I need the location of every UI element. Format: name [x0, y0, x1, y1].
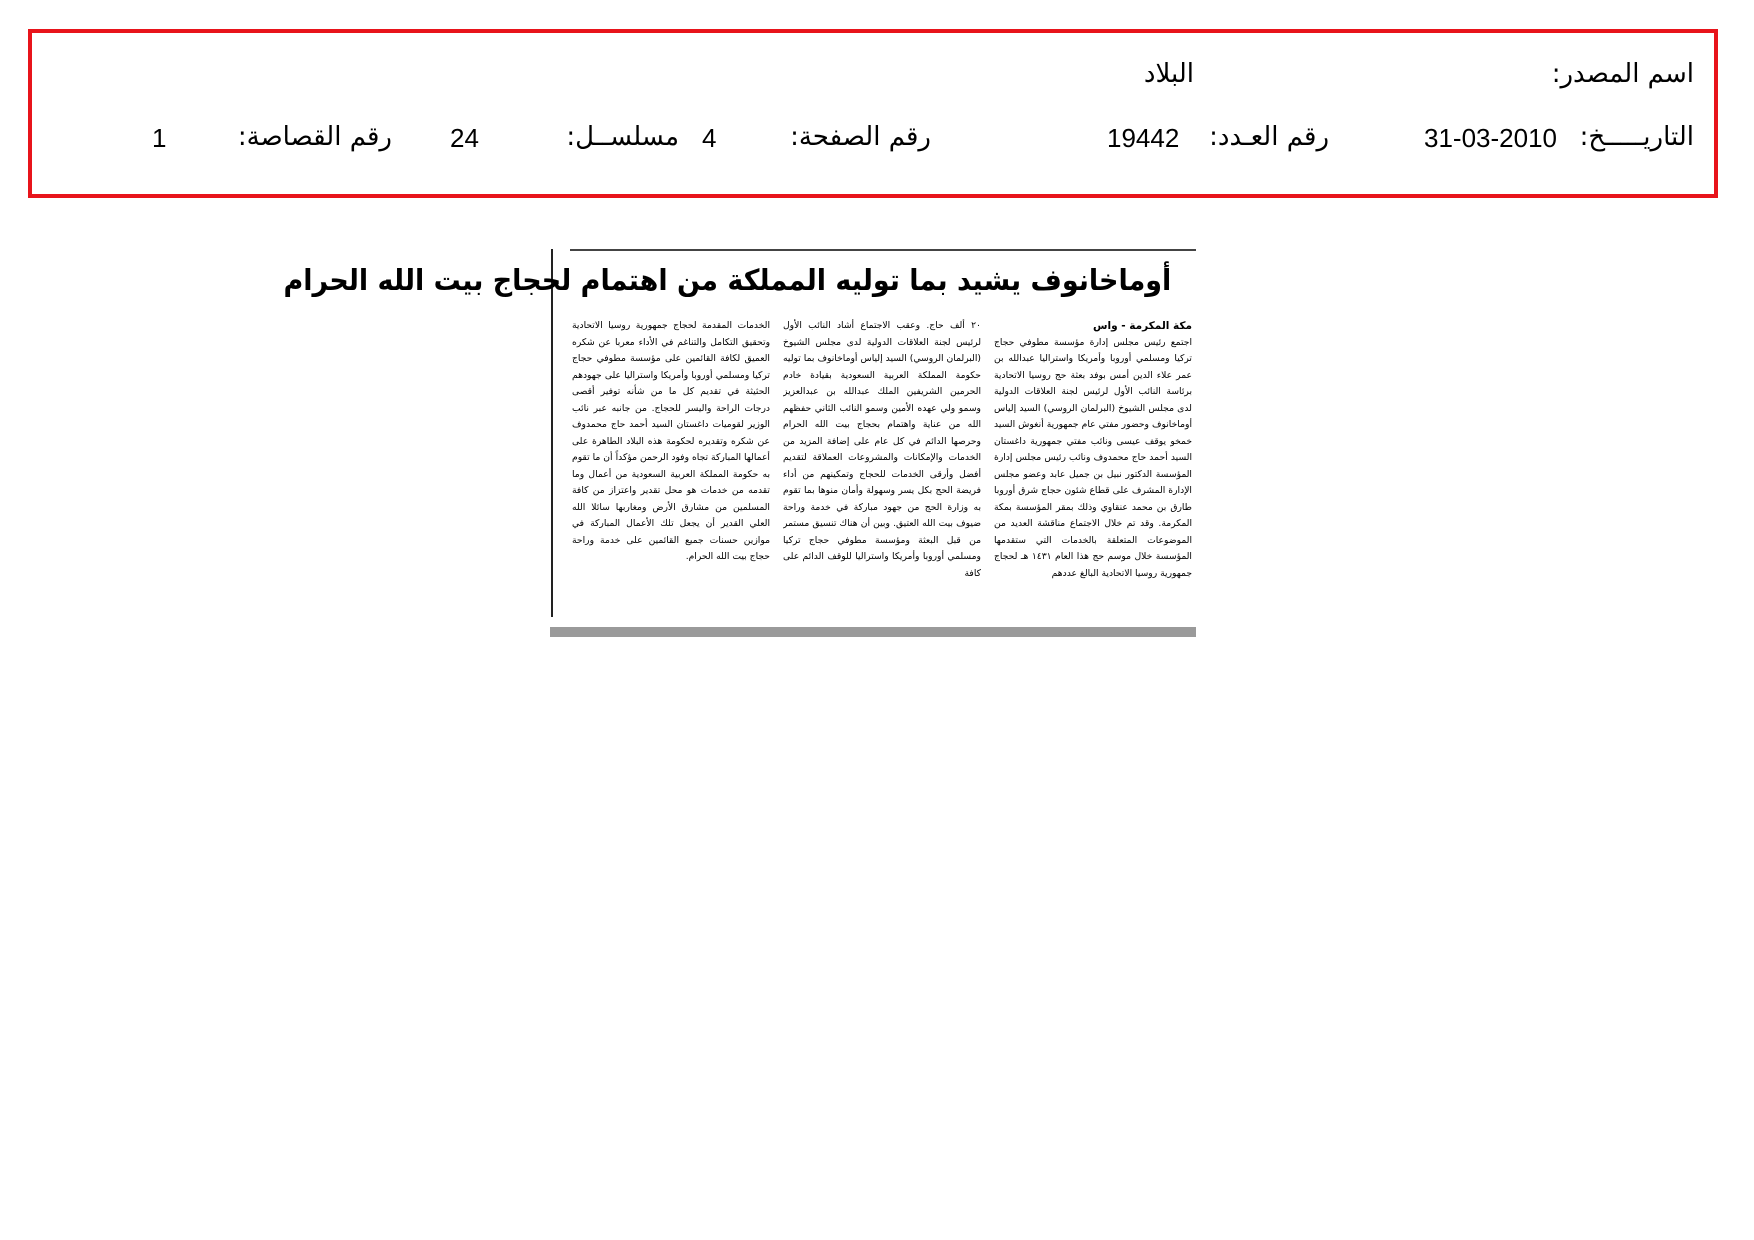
source-label: اسم المصدر:: [1551, 59, 1694, 89]
clipping-left-rule: [551, 249, 553, 617]
page-value: 4: [702, 123, 717, 153]
newspaper-clipping: [283, 249, 1197, 640]
clipping-top-rule: [570, 249, 1196, 251]
issue-value: 19442: [1107, 123, 1180, 153]
article-column-2-text: ٢٠ ألف حاج. وعقب الاجتماع أشاد النائب الأول لرئيس لجنة العلاقات الدولية لدى مجلس الشيوخ (البرلمان الروسي) السيد إلياس أوماخانوف بما توليه حكومة المملكة العربية السعودية بقيادة خادم الحرمين الشريفين الملك عبدالله بن عبدالعزيز وسمو ولي عهده الأمين وسمو النائب الثاني حفظهم الله من عناية واهتمام بحجاج بيت الله الحرام وحرصها الدائم في كل عام على إضافة المزيد من الخدمات والإمكانات والمشروعات العملاقة لتقديم أفضل وأرقى الخدمات للحجاج وتمكينهم من أداء فريضة الحج بكل يسر وسهولة وأمان منوها بما تقوم به وزارة الحج من جهود مباركة في خدمة وراحة ضيوف بيت الله العتيق. وبين أن هناك تنسيق مستمر من قبل البعثة ومؤسسة مطوفي حجاج تركيا ومسلمي أوروبا وأمريكا واستراليا للوقف الدائم على كافة: [783, 320, 981, 579]
clip-value: 1: [152, 123, 167, 153]
article-column-1-text: اجتمع رئيس مجلس إدارة مؤسسة مطوفي حجاج تركيا ومسلمي أوروبا وأمريكا واستراليا عبدالله بن عمر علاء الدين أمس بوفد بعثة حج روسيا الاتحادية برئاسة النائب الأول لرئيس لجنة العلاقات الدولية لدى مجلس الشيوخ (البرلمان الروسي) السيد إلياس أوماخانوف وحضور مفتي عام جمهورية أنغوش السيد خمخو يوقف عيسى ونائب مفتي جمهورية داغستان السيد أحمد حاج محمدوف ونائب رئيس مجلس إدارة المؤسسة الدكتور نبيل بن جميل عابد وعضو مجلس الإدارة المشرف على قطاع شئون حجاج شرق أوروبا طارق بن محمد عنقاوي وذلك بمقر المؤسسة بمكة المكرمة. وقد تم خلال الاجتماع مناقشة العديد من الموضوعات المتعلقة بالخدمات التي ستقدمها المؤسسة خلال موسم حج هذا العام ١٤٣١ هـ لحجاج جمهورية روسيا الاتحادية البالغ عددهم: [994, 336, 1192, 579]
article-column-2: [783, 318, 981, 606]
clipping-bottom-bar: [550, 627, 1196, 637]
page-label: رقم الصفحة:: [790, 122, 931, 152]
article-column-3: [572, 318, 770, 606]
article-headline: أوماخانوف يشيد بما توليه المملكة من اهتمام لحجاج بيت الله الحرام: [283, 263, 1172, 297]
article-byline: مكة المكرمة - واس: [1092, 320, 1192, 332]
article-column-1: [994, 318, 1192, 606]
clip-label: رقم القصاصة:: [237, 122, 392, 152]
serial-label: مسلســل:: [566, 122, 679, 152]
serial-value: 24: [450, 123, 479, 153]
date-value: 31-03-2010: [1424, 123, 1557, 153]
source-value: البلاد: [1143, 59, 1194, 89]
header-box: [28, 29, 1718, 198]
issue-label: رقم العـدد:: [1209, 122, 1329, 152]
article-column-3-text: الخدمات المقدمة لحجاج جمهورية روسيا الاتحادية وتحقيق التكامل والتناغم في الأداء معربا عن شكره العميق لكافة القائمين على مؤسسة مطوفي حجاج تركيا ومسلمي أوروبا وأمريكا واستراليا على جهودهم الحثيثة في تقديم كل ما من شأنه توفير أقصى درجات الراحة واليسر للحجاج. من جانبه عبر نائب الوزير لقوميات داغستان السيد أحمد حاج محمدوف عن شكره وتقديره لحكومة هذه البلاد الطاهرة على أعمالها المباركة تجاه وفود الرحمن مؤكداً أن ما تقوم به حكومة المملكة العربية السعودية من أعمال وما تقدمه من خدمات هو محل تقدير واعتزاز من كافة المسلمين من مشارق الأرض ومغاربها سائلا الله العلي القدير أن يجعل تلك الأعمال المباركة في موازين حسنات جميع القائمين على خدمة وراحة حجاج بيت الله الحرام.: [572, 320, 770, 562]
date-label: التاريـــــخ:: [1579, 122, 1694, 152]
